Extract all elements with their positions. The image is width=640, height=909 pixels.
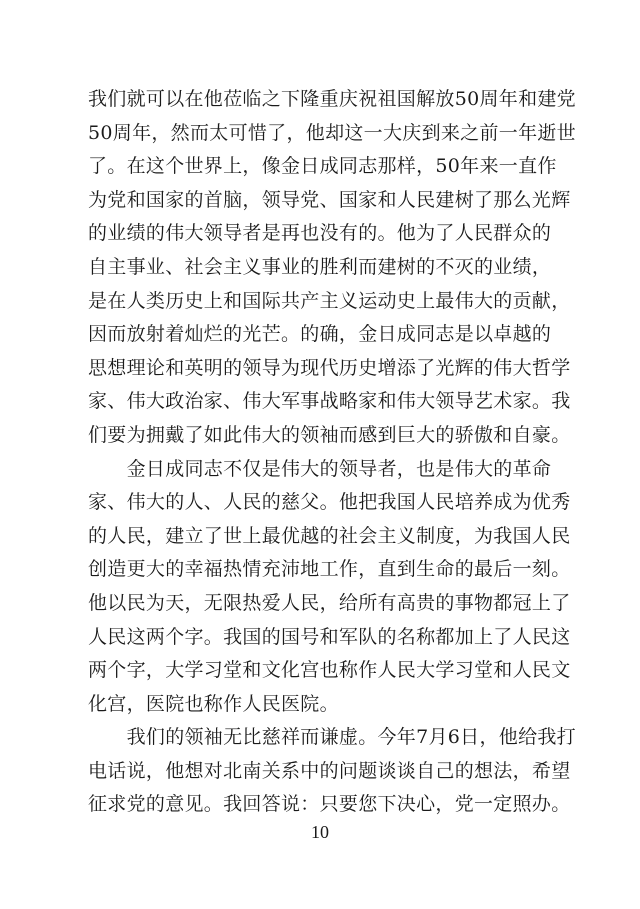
text-line: 为党和国家的首脑，领导党、国家和人民建树了那么光辉 [88,188,571,211]
text-line: 们要为拥戴了如此伟大的领袖而感到巨大的骄傲和自豪。 [88,423,571,446]
text-line: 50周年，然而太可惜了，他却这一大庆到来之前一年逝世 [88,121,576,144]
page-number: 10 [311,822,329,842]
text-line: 我们就可以在他莅临之下隆重庆祝祖国解放50周年和建党 [88,88,576,110]
text-line: 化宫，医院也称作人民医院。 [88,692,339,715]
text-line: 了。在这个世界上，像金日成同志那样，50年来一直作 [88,155,557,178]
text-line: 他以民为天，无限热爱人民，给所有高贵的事物都冠上了 [88,591,571,614]
text-line: 征求党的意见。我回答说：只要您下决心，党一定照办。 [88,793,571,816]
text-line: 人民这两个字。我国的国号和军队的名称都加上了人民这 [88,625,571,648]
text-line: 思想理论和英明的领导为现代历史增添了光辉的伟大哲学 [88,356,571,379]
text-line: 是在人类历史上和国际共产主义运动史上最伟大的贡献， [88,289,571,312]
text-line: 我们的领袖无比慈祥而谦虚。今年7月6日，他给我打 [88,726,576,749]
text-line: 创造更大的幸福热情充沛地工作，直到生命的最后一刻。 [88,558,571,581]
text-line: 家、伟大政治家、伟大军事战略家和伟大领导艺术家。我 [88,390,571,413]
text-line: 两个字，大学习堂和文化宫也称作人民大学习堂和人民文 [88,659,571,682]
text-line: 因而放射着灿烂的光芒。的确，金日成同志是以卓越的 [88,323,552,346]
text-line: 的业绩的伟大领导者是再也没有的。他为了人民群众的 [88,222,552,245]
body-text [88,83,576,822]
text-line: 金日成同志不仅是伟大的领导者，也是伟大的革命 [88,457,552,480]
text-line: 电话说，他想对北南关系中的问题谈谈自己的想法，希望 [88,759,571,782]
text-line: 自主事业、社会主义事业的胜利而建树的不灭的业绩， [88,255,552,278]
text-line: 的人民，建立了世上最优越的社会主义制度，为我国人民 [88,524,571,547]
text-line: 家、伟大的人、人民的慈父。他把我国人民培养成为优秀 [88,491,571,514]
